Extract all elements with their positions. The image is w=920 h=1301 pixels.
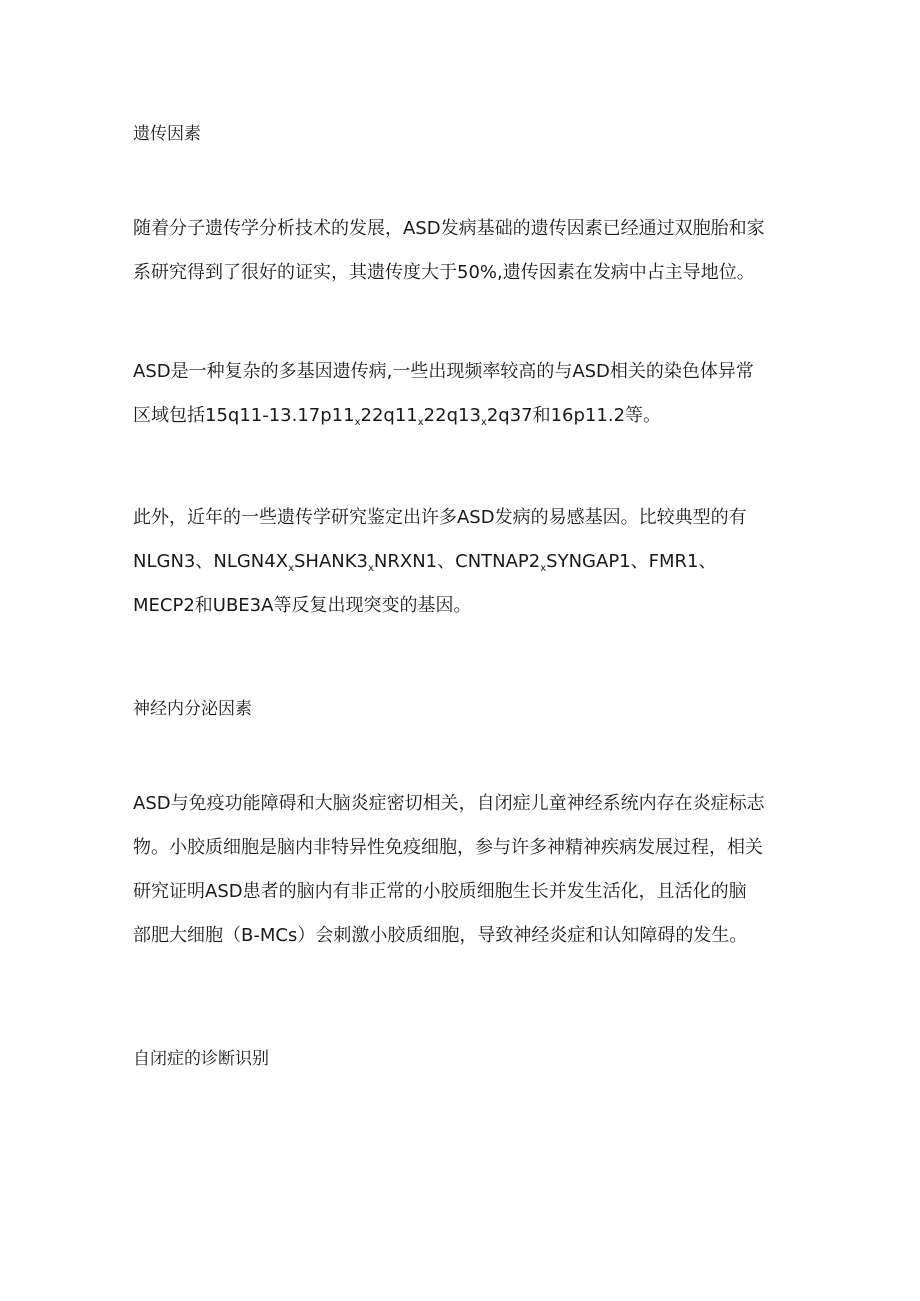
paragraph-line: 此外，近年的一些遗传学研究鉴定出许多ASD发病的易感基因。比较典型的有	[133, 507, 747, 528]
heading-neuroendocrine-factors: 神经内分泌因素	[133, 699, 252, 719]
paragraph-neuroinflammation	[133, 782, 813, 958]
text-run: NLGN3、NLGN4X	[133, 551, 289, 572]
paragraph-line: MECP2和UBE3A等反复出现突变的基因。	[133, 595, 472, 616]
subscript-mark: x	[417, 417, 424, 428]
text-run: 2q37和16p11.2等。	[486, 405, 662, 426]
subscript-mark: x	[354, 417, 361, 428]
paragraph-line: 随着分子遗传学分析技术的发展，ASD发病基础的遗传因素已经通过双胞胎和家	[133, 218, 765, 239]
subscript-mark: x	[367, 563, 374, 574]
text-run: SYNGAP1、FMR1、	[546, 551, 717, 572]
text-run: 区域包括15q11-13.17p11	[133, 405, 355, 426]
paragraph-susceptibility-genes	[133, 496, 813, 628]
paragraph-genetic-intro	[133, 207, 813, 295]
text-run: SHANK3	[293, 551, 368, 572]
text-run: 22q11	[360, 405, 418, 426]
paragraph-line: ASD与免疫功能障碍和大脑炎症密切相关，自闭症儿童神经系统内存在炎症标志	[133, 793, 765, 814]
text-run: NRXN1、CNTNAP2	[373, 551, 541, 572]
paragraph-line: 研究证明ASD患者的脑内有非正常的小胶质细胞生长并发生活化，且活化的脑	[133, 881, 747, 902]
paragraph-line	[133, 394, 813, 438]
paragraph-line: 部肥大细胞（B-MCs）会刺激小胶质细胞，导致神经炎症和认知障碍的发生。	[133, 925, 748, 946]
paragraph-chromosome-regions	[133, 350, 813, 438]
heading-diagnosis: 自闭症的诊断识别	[133, 1049, 269, 1069]
subscript-mark: x	[288, 563, 294, 574]
heading-genetic-factors: 遗传因素	[133, 124, 201, 144]
paragraph-line: 物。小胶质细胞是脑内非特异性免疫细胞，参与许多神精神疾病发展过程，相关	[133, 837, 763, 858]
paragraph-line	[133, 540, 813, 584]
subscript-mark: x	[540, 563, 547, 574]
text-run: 22q13	[423, 405, 481, 426]
paragraph-line: 系研究得到了很好的证实，其遗传度大于50%,遗传因素在发病中占主导地位。	[133, 262, 755, 283]
subscript-mark: x	[480, 417, 487, 428]
paragraph-line: ASD是一种复杂的多基因遗传病,一些出现频率较高的与ASD相关的染色体异常	[133, 361, 754, 382]
